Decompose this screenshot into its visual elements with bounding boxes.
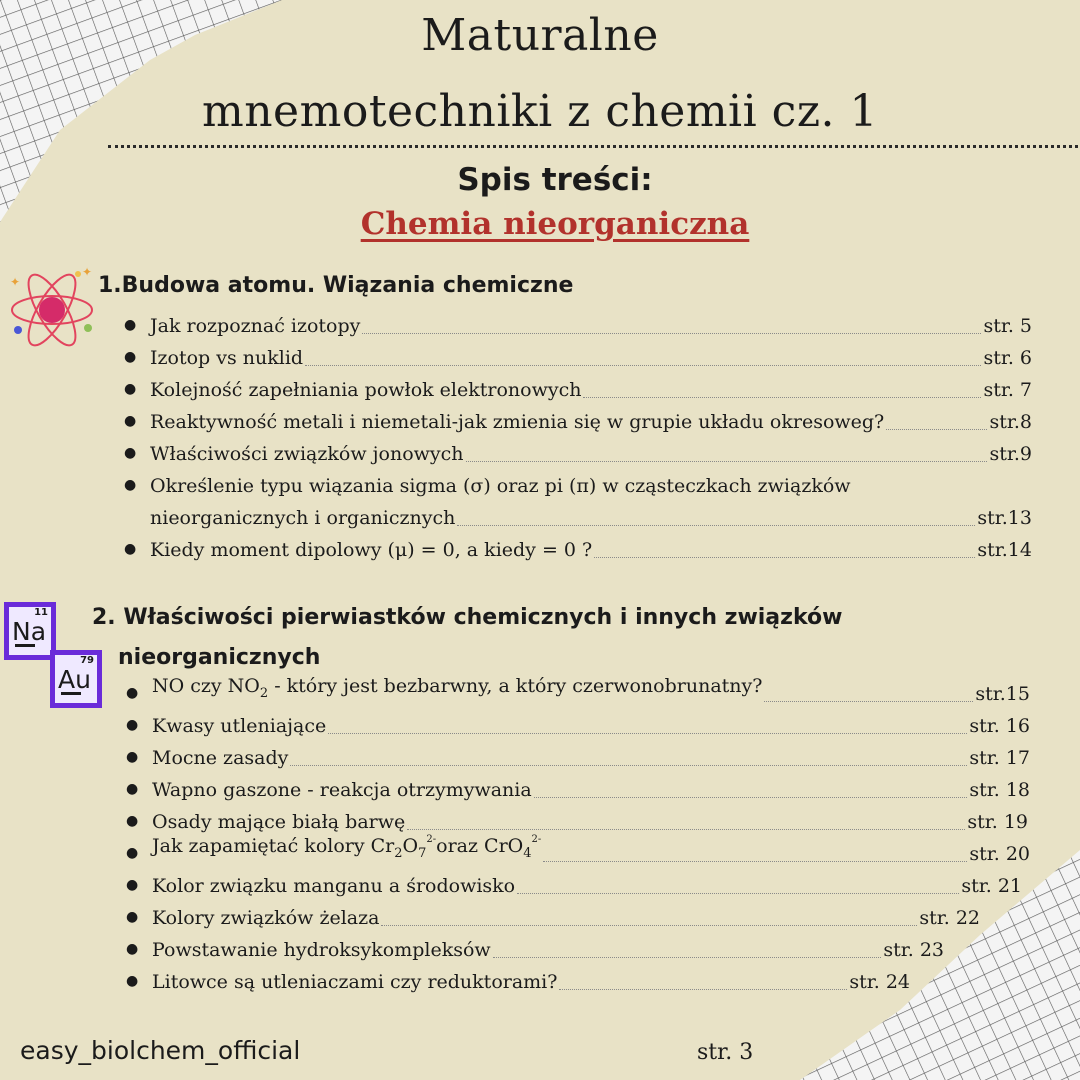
list-item: ● Powstawanie hydroksykompleksów str. 23 — [126, 939, 944, 961]
list-item: ● Kwasy utleniające str. 16 — [126, 715, 1030, 737]
sodium-element-tile: 11 Na — [4, 602, 56, 660]
page-title-line-1: Maturalne — [421, 10, 659, 61]
bullet: ● — [124, 317, 137, 333]
list-item: ● Kiedy moment dipolowy (μ) = 0, a kiedy = 0 ? str.14 — [124, 539, 1032, 561]
list-item-wrapped-line-2: nieorganicznych i organicznych str.13 — [150, 507, 1032, 529]
footer-handle: easy_biolchem_official — [20, 1036, 301, 1065]
atom-icon — [4, 262, 100, 358]
toc-heading: Spis treści: — [457, 162, 653, 198]
page-title-line-2: mnemotechniki z chemii cz. 1 — [202, 86, 878, 137]
list-item: ● NO czy $NO_2$ - który jest bezbarwny, a który czerwonobrunatny? str.15 — [126, 675, 1030, 705]
list-item: ● Właściwości związków jonowych str.9 — [124, 443, 1032, 465]
list-item: ● Jak rozpoznać izotopy str. 5 — [124, 310, 1032, 342]
section-1-heading: 1.Budowa atomu. Wiązania chemiczne — [98, 273, 574, 298]
list-item: ● Reaktywność metali i niemetali-jak zmienia się w grupie układu okresoweg? str.8 — [124, 411, 1032, 433]
list-item: ● Mocne zasady str. 17 — [126, 747, 1030, 769]
dotted-divider — [108, 145, 1078, 148]
list-item: ● Kolory związków żelaza str. 22 — [126, 907, 980, 929]
svg-text:✦: ✦ — [82, 265, 93, 279]
list-item: ● Wapno gaszone - reakcja otrzymywania str. 18 — [126, 779, 1030, 801]
list-item: ● Izotop vs nuklid str. 6 — [124, 347, 1032, 369]
list-item: ● Osady mające białą barwę str. 19 — [126, 811, 1028, 833]
list-item: ● Kolor związku manganu a środowisko str. 21 — [126, 875, 1022, 897]
footer-page-number: str. 3 — [697, 1040, 754, 1065]
list-item: ● Kolejność zapełniania powłok elektronowych str. 7 — [124, 379, 1032, 401]
list-item-wrapped-line-1: ● Określenie typu wiązania sigma (σ) oraz pi (π) w cząsteczkach związków — [124, 475, 851, 497]
section-2-heading: 2. Właściwości pierwiastków chemicznych i innych związków nieorganicznych — [92, 605, 843, 670]
svg-text:✦: ✦ — [10, 275, 21, 289]
list-item: ● Jak zapamiętać kolory $Cr_2O_7^{2-}oraz$ CrO$_4^{2-}$ str. 20 — [126, 834, 1030, 865]
list-item: ● Litowce są utleniaczami czy reduktorami? str. 24 — [126, 971, 910, 993]
gold-element-tile: 79 Au — [50, 650, 102, 708]
section-title: Chemia nieorganiczna — [360, 206, 750, 242]
